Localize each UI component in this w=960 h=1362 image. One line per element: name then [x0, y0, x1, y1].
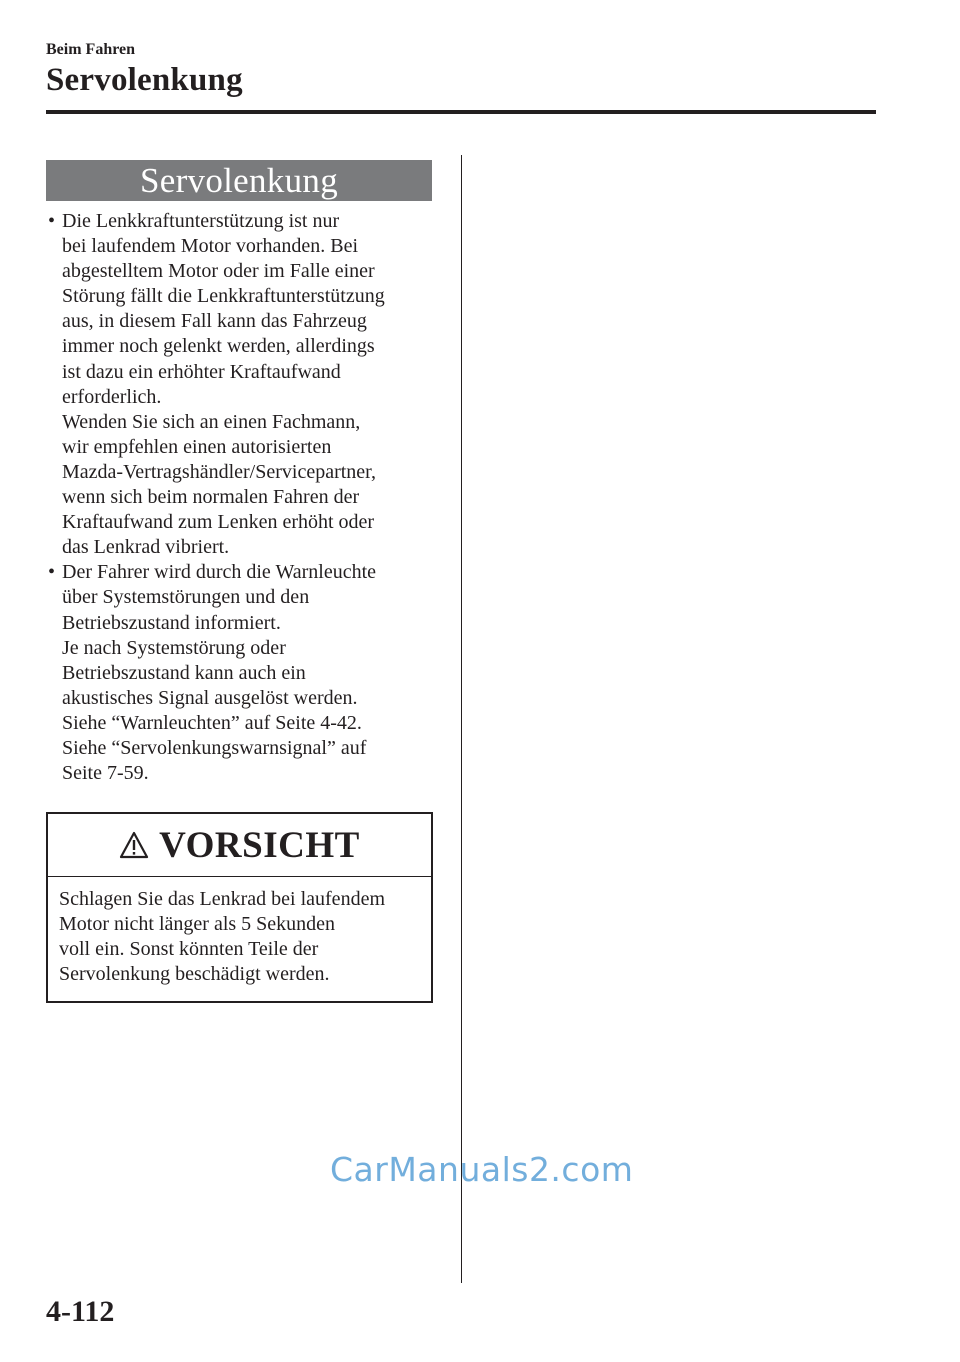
- bullet-text: Die Lenkkraftunterstützung ist nur bei laufendem Motor vorhanden. Bei abgestelltem Motor oder im Falle einer Störung fällt die Lenkkraftunterstützung aus, in diesem Fall kann das Fahrzeug immer noch gelenkt werden, allerdings ist dazu ein erhöhter Kraftaufwand erforderlich. Wenden Sie sich an einen Fachmann, wir empfehlen einen autorisierten Mazda-Vertragshändler/Servicepartner, wenn sich beim normalen Fahren der Kraftaufwand zum Lenken erhöht oder das Lenkrad vibriert.: [62, 210, 385, 559]
- caution-header: [48, 814, 431, 877]
- breadcrumb: Beim Fahren: [46, 41, 136, 58]
- column-divider: [461, 155, 462, 1283]
- page-number: 4-112: [46, 1295, 115, 1328]
- warning-triangle-icon: [119, 831, 149, 859]
- watermark: CarManuals2.com: [330, 1150, 634, 1189]
- bullet-icon: •: [48, 561, 56, 584]
- bullet-icon: •: [48, 210, 56, 232]
- page-header: [46, 40, 876, 100]
- left-column: [46, 160, 432, 786]
- section-banner: Servolenkung: [46, 160, 432, 201]
- bullet-text: Der Fahrer wird durch die Warnleuchte über Systemstörungen und den Betriebszustand informiert. Je nach Systemstörung oder Betriebszustand kann auch ein akustisches Signal ausgelöst werden. Siehe “Warnleuchten” auf Seite 4-42. Siehe “Servolenkungswarnsignal” auf Seite 7-59.: [62, 561, 377, 785]
- caution-title: VORSICHT: [159, 824, 360, 866]
- bullet-item: [46, 209, 432, 560]
- caution-text: Schlagen Sie das Lenkrad bei laufendem Motor nicht länger als 5 Sekunden voll ein. Sonst könnten Teile der Servolenkung beschädigt werden.: [59, 888, 385, 985]
- header-divider: [46, 110, 876, 114]
- bullet-item: [46, 560, 432, 786]
- caution-box: [46, 812, 433, 1003]
- page-title: Servolenkung: [46, 62, 243, 98]
- bullet-list: [46, 209, 432, 786]
